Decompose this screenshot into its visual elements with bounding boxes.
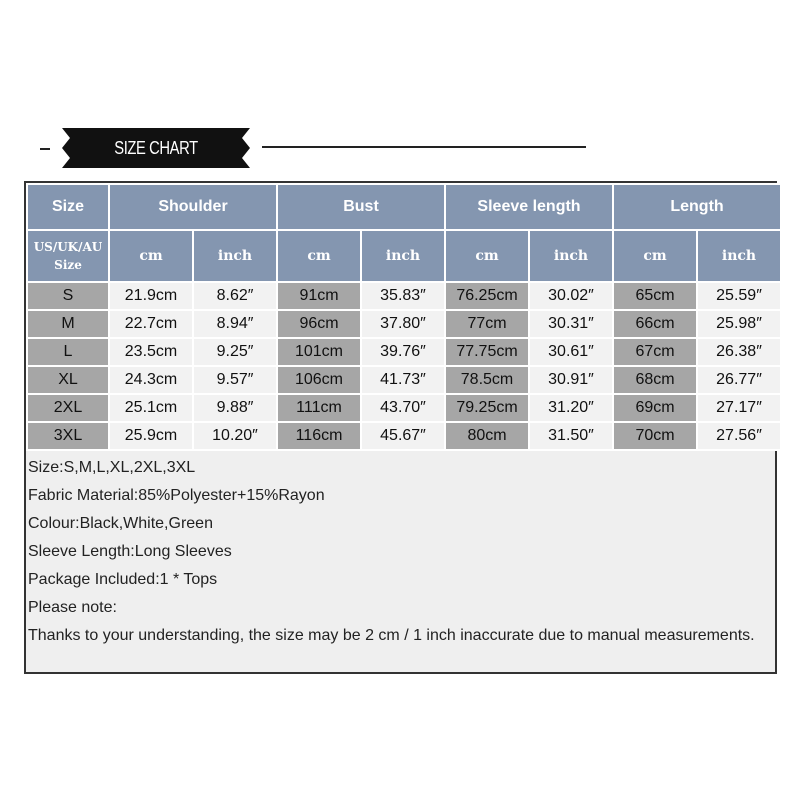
- cell-sleeve-cm: 77.75cm: [446, 339, 528, 365]
- note-colour: Colour:Black,White,Green: [28, 515, 213, 532]
- cell-bust-inch: 43.70″: [362, 395, 444, 421]
- table-row: [28, 367, 780, 393]
- cell-bust-inch: 41.73″: [362, 367, 444, 393]
- cell-size: M: [28, 311, 108, 337]
- cell-bust-cm: 96cm: [278, 311, 360, 337]
- size-chart-title-row: [0, 0, 800, 180]
- table-row: [28, 423, 780, 449]
- header-region-line2: Size: [54, 258, 82, 272]
- cell-shoulder-inch: 8.94″: [194, 311, 276, 337]
- cell-length-inch: 25.98″: [698, 311, 780, 337]
- unit-inch: inch: [530, 231, 612, 281]
- header-length: Length: [614, 185, 780, 229]
- cell-bust-cm: 116cm: [278, 423, 360, 449]
- cell-length-cm: 66cm: [614, 311, 696, 337]
- cell-length-cm: 68cm: [614, 367, 696, 393]
- header-region-size: [28, 231, 108, 281]
- cell-bust-inch: 37.80″: [362, 311, 444, 337]
- table-row: [28, 311, 780, 337]
- cell-shoulder-inch: 10.20″: [194, 423, 276, 449]
- cell-length-inch: 25.59″: [698, 283, 780, 309]
- cell-size: S: [28, 283, 108, 309]
- cell-size: XL: [28, 367, 108, 393]
- title-dash-left: [40, 148, 50, 150]
- cell-shoulder-inch: 9.88″: [194, 395, 276, 421]
- cell-shoulder-cm: 23.5cm: [110, 339, 192, 365]
- cell-size: 3XL: [28, 423, 108, 449]
- cell-sleeve-inch: 31.50″: [530, 423, 612, 449]
- header-row-groups: [28, 185, 780, 229]
- title-banner: [62, 128, 250, 168]
- cell-length-inch: 27.56″: [698, 423, 780, 449]
- cell-shoulder-cm: 21.9cm: [110, 283, 192, 309]
- cell-length-cm: 67cm: [614, 339, 696, 365]
- header-sleeve-length: Sleeve length: [446, 185, 612, 229]
- cell-bust-inch: 45.67″: [362, 423, 444, 449]
- cell-sleeve-inch: 30.02″: [530, 283, 612, 309]
- title-rule-right: [262, 146, 586, 148]
- table-row: [28, 395, 780, 421]
- cell-sleeve-inch: 30.61″: [530, 339, 612, 365]
- unit-inch: inch: [698, 231, 780, 281]
- cell-sleeve-inch: 30.91″: [530, 367, 612, 393]
- cell-shoulder-cm: 25.9cm: [110, 423, 192, 449]
- cell-length-cm: 65cm: [614, 283, 696, 309]
- cell-shoulder-cm: 22.7cm: [110, 311, 192, 337]
- header-bust: Bust: [278, 185, 444, 229]
- unit-inch: inch: [362, 231, 444, 281]
- header-size: Size: [28, 185, 108, 229]
- product-notes: [28, 456, 768, 652]
- note-fabric: Fabric Material:85%Polyester+15%Rayon: [28, 487, 325, 504]
- cell-length-inch: 26.38″: [698, 339, 780, 365]
- cell-bust-cm: 111cm: [278, 395, 360, 421]
- cell-length-inch: 26.77″: [698, 367, 780, 393]
- cell-bust-inch: 35.83″: [362, 283, 444, 309]
- cell-bust-cm: 101cm: [278, 339, 360, 365]
- cell-bust-cm: 106cm: [278, 367, 360, 393]
- note-sizes: Size:S,M,L,XL,2XL,3XL: [28, 459, 196, 476]
- cell-sleeve-cm: 78.5cm: [446, 367, 528, 393]
- unit-cm: cm: [614, 231, 696, 281]
- cell-size: L: [28, 339, 108, 365]
- cell-length-cm: 70cm: [614, 423, 696, 449]
- cell-bust-cm: 91cm: [278, 283, 360, 309]
- note-measurement-disclaimer: Thanks to your understanding, the size may be 2 cm / 1 inch inaccurate due to manual measurements.: [28, 627, 755, 644]
- cell-sleeve-inch: 30.31″: [530, 311, 612, 337]
- cell-shoulder-cm: 24.3cm: [110, 367, 192, 393]
- unit-inch: inch: [194, 231, 276, 281]
- note-sleeve-length: Sleeve Length:Long Sleeves: [28, 543, 232, 560]
- cell-length-cm: 69cm: [614, 395, 696, 421]
- cell-sleeve-cm: 76.25cm: [446, 283, 528, 309]
- unit-cm: cm: [278, 231, 360, 281]
- cell-bust-inch: 39.76″: [362, 339, 444, 365]
- cell-sleeve-cm: 80cm: [446, 423, 528, 449]
- cell-length-inch: 27.17″: [698, 395, 780, 421]
- unit-cm: cm: [110, 231, 192, 281]
- cell-shoulder-inch: 8.62″: [194, 283, 276, 309]
- header-region-line1: US/UK/AU: [33, 240, 103, 254]
- header-shoulder: Shoulder: [110, 185, 276, 229]
- unit-cm: cm: [446, 231, 528, 281]
- note-please-note: Please note:: [28, 599, 117, 616]
- cell-shoulder-inch: 9.25″: [194, 339, 276, 365]
- cell-shoulder-inch: 9.57″: [194, 367, 276, 393]
- cell-sleeve-cm: 77cm: [446, 311, 528, 337]
- size-chart-title: SIZE CHART: [114, 138, 198, 158]
- table-row: [28, 339, 780, 365]
- note-package: Package Included:1 * Tops: [28, 571, 218, 588]
- cell-sleeve-inch: 31.20″: [530, 395, 612, 421]
- table-row: [28, 283, 780, 309]
- cell-sleeve-cm: 79.25cm: [446, 395, 528, 421]
- cell-shoulder-cm: 25.1cm: [110, 395, 192, 421]
- header-row-units: [28, 231, 780, 281]
- size-table: [26, 183, 782, 451]
- cell-size: 2XL: [28, 395, 108, 421]
